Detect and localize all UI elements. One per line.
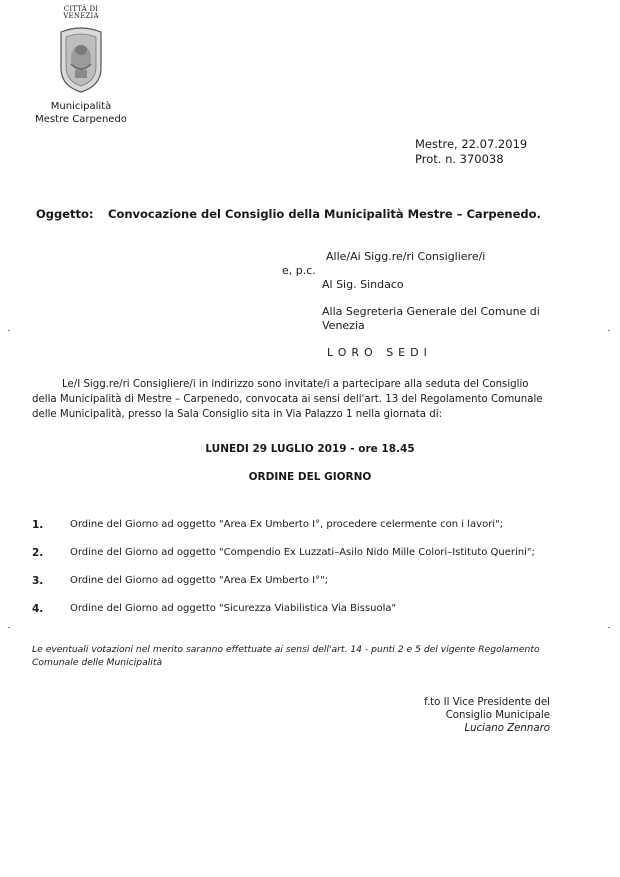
agenda-list — [32, 519, 607, 631]
signature-line2: Consiglio Municipale — [445, 710, 550, 721]
agenda-item-number: 3. — [32, 575, 44, 587]
body-paragraph — [32, 377, 602, 422]
agenda-item-text: Ordine del Giorno ad oggetto "Area Ex Umberto I°, procedere celermente con i lavori"; — [70, 519, 504, 530]
city-name-line1: CITTÀ DI — [63, 5, 99, 13]
list-item — [32, 575, 607, 603]
signatory-name: Luciano Zennaro — [464, 723, 550, 734]
body-line2: della Municipalità di Mestre – Carpenedo, convocata ai sensi dell'art. 13 del Regolamento Comunale — [32, 394, 543, 405]
secretariat-line2: Venezia — [322, 319, 365, 332]
date-block — [415, 137, 605, 167]
list-item — [32, 547, 607, 575]
scan-mark — [8, 330, 10, 331]
municipality-line2: Mestre Carpenedo — [35, 114, 127, 125]
agenda-item-text: Ordine del Giorno ad oggetto "Area Ex Umberto I°"; — [70, 575, 329, 586]
agenda-item-number: 4. — [32, 603, 44, 615]
subject-label: Oggetto: — [36, 207, 94, 221]
list-item — [32, 603, 607, 631]
note-line2: Comunale delle Municipalità — [32, 657, 163, 668]
venice-lion-emblem-icon — [55, 24, 107, 94]
agenda-item-text: Ordine del Giorno ad oggetto "Sicurezza Viabilistica Via Bissuola" — [70, 603, 397, 614]
recipient-cc-mayor: Al Sig. Sindaco — [322, 278, 404, 291]
agenda-title: ORDINE DEL GIORNO — [248, 471, 372, 483]
place-date: Mestre, 22.07.2019 — [415, 137, 528, 151]
city-name-line2: VENEZIA — [63, 12, 99, 20]
recipient-cc-secretariat — [322, 305, 592, 333]
list-item — [32, 519, 607, 547]
agenda-item-text: Ordine del Giorno ad oggetto "Compendio Ex Luzzati–Asilo Nido Mille Colori–Istituto Querini"; — [70, 547, 535, 558]
voting-note — [32, 643, 607, 669]
agenda-item-number: 2. — [32, 547, 44, 559]
secretariat-line1: Alla Segreteria Generale del Comune di — [322, 305, 540, 318]
meeting-datetime: LUNEDI 29 LUGLIO 2019 - ore 18.45 — [205, 443, 415, 455]
city-name — [56, 6, 106, 20]
municipality-line1: Municipalità — [50, 101, 112, 112]
municipality-name — [20, 100, 142, 126]
agenda-item-number: 1. — [32, 519, 44, 531]
protocol-number: Prot. n. 370038 — [415, 152, 504, 166]
recipient-to: Alle/Ai Sigg.re/ri Consigliere/i — [326, 250, 486, 263]
subject-text: Convocazione del Consiglio della Municipalità Mestre – Carpenedo. — [108, 207, 541, 221]
signature-block — [380, 696, 550, 735]
scan-mark — [608, 330, 610, 331]
signature-line1: f.to Il Vice Presidente del — [424, 697, 550, 708]
scan-mark — [8, 627, 10, 628]
note-line1: Le eventuali votazioni nel merito saranno effettuate ai sensi dell'art. 14 - punti 2 e 5 del vigente Regolamento — [32, 644, 540, 655]
loro-sedi: LORO SEDI — [327, 346, 432, 359]
cc-label: e, p.c. — [282, 264, 316, 277]
scan-mark — [608, 627, 610, 628]
body-line3: delle Municipalità, presso la Sala Consiglio sita in Via Palazzo 1 nella giornata di: — [32, 409, 443, 420]
body-line1: Le/I Sigg.re/ri Consigliere/i in indirizzo sono invitate/i a partecipare alla seduta del Consiglio — [62, 379, 529, 390]
